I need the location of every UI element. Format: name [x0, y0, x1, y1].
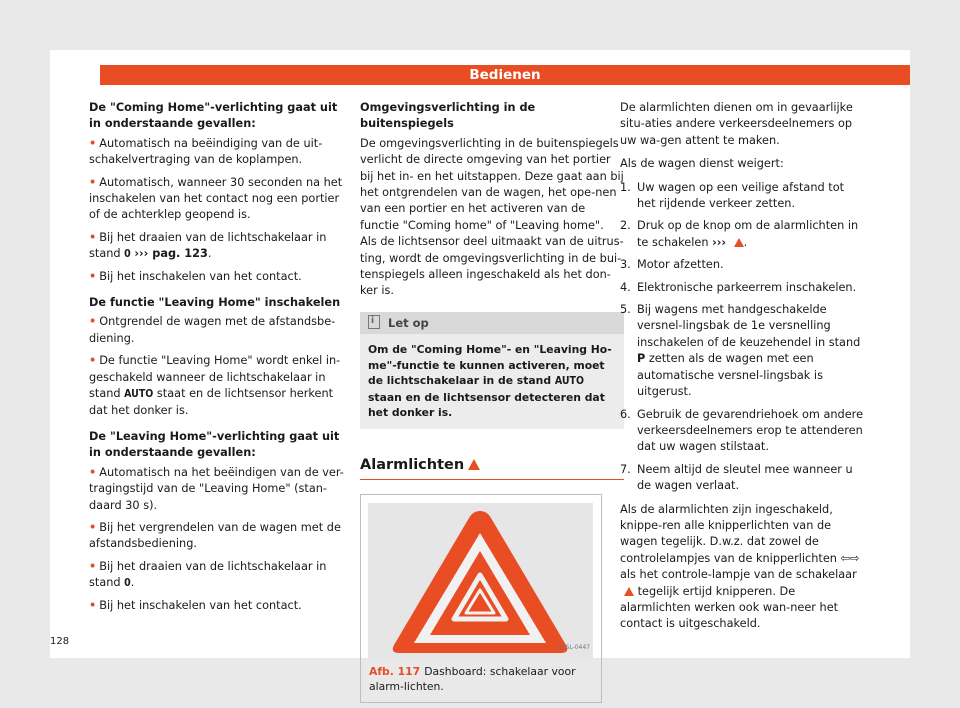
- light-switch-off-symbol: 0: [124, 248, 131, 261]
- info-icon: [368, 315, 380, 329]
- bullet-icon: •: [89, 175, 97, 189]
- paragraph-hazard-behaviour: Als de alarmlichten zijn ingeschakeld, knippe-ren alle knipperlichten van de wagen tegelijk. D.w.z. dat zowel de controlelampjes van de knipperlichten ⇦⇨ als het controle-lampje van de schakelaar tegelijk ertijd knipperen. De alarmlichten werken ook wan-neer het contact is uitgeschakeld.: [620, 502, 860, 631]
- list-item: • Automatisch na beëindiging van de uit-schakelvertraging van de koplampen.: [89, 136, 323, 167]
- paragraph-breakdown: Als de wagen dienst weigert:: [620, 157, 784, 171]
- note-body: Om de "Coming Home"- en "Leaving Ho-me"-functie te kunnen activeren, moet de lichtschakelaar in de stand AUTO staan en de lichtsensor detecteren dat het donker is.: [368, 343, 612, 420]
- list-item: 1. Uw wagen op een veilige afstand tot het rijdende verkeer zetten.: [620, 180, 845, 211]
- list-item: • Automatisch na het beëindigen van de ver-tragingstijd van de "Leaving Home" (stan-daard 30 s).: [89, 465, 344, 512]
- page-reference-link[interactable]: ››› pag. 123: [134, 247, 208, 261]
- auto-symbol: AUTO: [554, 375, 584, 388]
- list-item: 2. Druk op de knop om de alarmlichten in te schakelen ››› .: [620, 219, 859, 249]
- note-header: iLet op: [360, 312, 624, 334]
- heading-coming-home-off: De "Coming Home"-verlichting gaat uit in onderstaande gevallen:: [89, 101, 338, 131]
- section-title-hazard-lights: Alarmlichten: [360, 457, 624, 480]
- bullet-icon: •: [89, 354, 97, 368]
- manual-page: [50, 50, 910, 693]
- list-item: 7. Neem altijd de sleutel mee wanneer u de wagen verlaat.: [620, 462, 853, 493]
- list-item: • Bij het draaien van de lichtschakelaar in stand 0 ››› pag. 123.: [89, 230, 327, 261]
- paragraph-mirror-lighting: De omgevingsverlichting in de buitenspiegels verlicht de directe omgeving van het portier bij het in- en het uitstappen. Deze gaat aan bij het ontgrendelen van de wagen, het ope-nen van een portier en het activeren van de functie "Coming home" of "Leaving home". Als de lichtsensor deel uitmaakt van de uitrus-ting, wordt de omgevingsverlichting in de bui-tenspiegels alleen ingeschakeld als het don-ker is.: [360, 136, 624, 298]
- list-item: • Automatisch, wanneer 30 seconden na het inschakelen van het contact nog een portier of de achterklep geopend is.: [89, 175, 343, 222]
- list-item: • De functie "Leaving Home" wordt enkel in-geschakeld wanneer de lichtschakelaar in stand AUTO staat en de lichtsensor herkent dat het donker is.: [89, 354, 341, 417]
- figure-code: B1SL-0447: [557, 643, 590, 651]
- heading-mirror-lighting: Omgevingsverlichting in de buitenspiegels: [360, 101, 536, 131]
- warning-reference-link[interactable]: ›››: [712, 235, 727, 249]
- steps-list: [620, 180, 866, 495]
- list-item: 3. Motor afzetten.: [620, 258, 724, 272]
- hazard-switch-illustration: [368, 503, 593, 659]
- chapter-header: Bedienen: [100, 65, 910, 85]
- bullet-icon: •: [89, 598, 97, 612]
- note-box: [360, 312, 624, 429]
- hazard-switch-image: [368, 503, 593, 659]
- figure-caption: Afb. 117 Dashboard: schakelaar voor alarm-lichten.: [369, 665, 576, 693]
- bullet-icon: •: [89, 520, 97, 534]
- list-item: • Ontgrendel de wagen met de afstandsbe-diening.: [89, 315, 336, 345]
- auto-symbol: AUTO: [124, 388, 154, 401]
- paragraph-hazard-intro: De alarmlichten dienen om in gevaarlijke situ-aties andere verkeersdeelnemers op uw wa-gen attent te maken.: [620, 101, 853, 147]
- bullet-icon: •: [89, 230, 97, 244]
- light-switch-off-symbol: 0: [124, 577, 131, 590]
- warning-triangle-icon: [734, 238, 744, 247]
- column-left: [89, 100, 351, 620]
- list-item: • Bij het draaien van de lichtschakelaar in stand 0.: [89, 559, 327, 590]
- column-right: [620, 100, 866, 640]
- list-item: • Bij het inschakelen van het contact.: [89, 598, 302, 612]
- list-item: 4. Elektronische parkeerrem inschakelen.: [620, 280, 857, 294]
- heading-leaving-home-off: De "Leaving Home"-verlichting gaat uit in onderstaande gevallen:: [89, 429, 340, 460]
- column-middle: [360, 100, 624, 703]
- list-item: • Bij het vergrendelen van de wagen met de afstandsbediening.: [89, 520, 341, 551]
- figure-hazard-switch: [360, 494, 602, 703]
- turn-signal-arrows-icon: ⇦⇨: [840, 551, 860, 565]
- gear-p-symbol: P: [637, 352, 646, 366]
- list-item: 5. Bij wagens met handgeschakelde versnel-lingsbak de 1e versnelling inschakelen of de keuzehendel in stand P zetten als de wagen met een automatische versnel-lingsbak is uitgerust.: [620, 303, 861, 399]
- bullet-icon: •: [89, 136, 97, 150]
- heading-leaving-home-on: De functie "Leaving Home" inschakelen: [89, 296, 341, 310]
- list-item: 6. Gebruik de gevarendriehoek om andere verkeersdeelnemers erop te attenderen dat uw wagen stilstaat.: [620, 407, 864, 454]
- page-number: 128: [50, 636, 70, 647]
- warning-triangle-icon: [624, 587, 634, 596]
- bullet-icon: •: [89, 269, 97, 283]
- bullet-icon: •: [89, 315, 97, 329]
- bullet-icon: •: [89, 559, 97, 573]
- list-item: • Bij het inschakelen van het contact.: [89, 269, 302, 283]
- warning-triangle-icon: [468, 459, 480, 470]
- bullet-icon: •: [89, 465, 97, 479]
